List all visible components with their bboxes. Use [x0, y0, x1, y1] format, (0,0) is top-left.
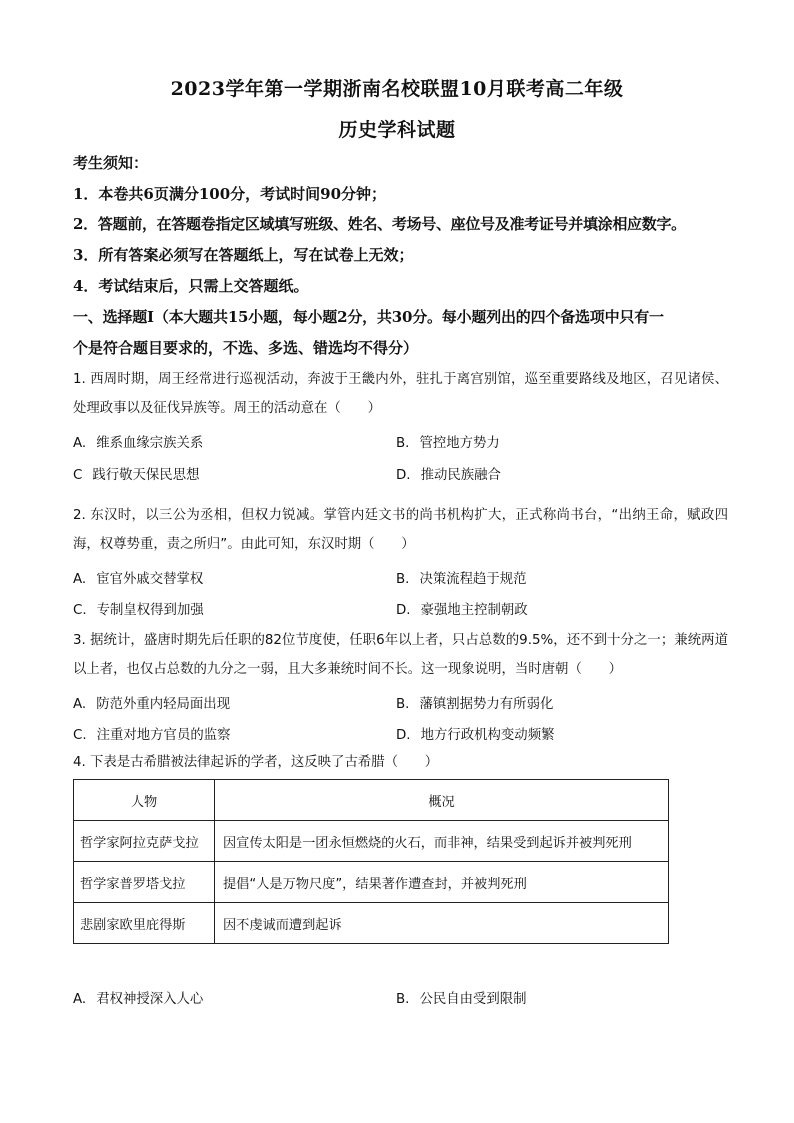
option-text: 豪强地主控制朝政: [420, 603, 528, 618]
exam-title: 2023学年第一学期浙南名校联盟10月联考高二年级: [170, 78, 624, 100]
option-letter: D.: [396, 728, 411, 743]
option-letter: B.: [396, 436, 410, 451]
option-letter: A.: [73, 992, 87, 1007]
question-1-option-b[interactable]: [396, 432, 500, 451]
table-cell-summary: 因不虔诚而遭到起诉: [215, 903, 669, 944]
option-letter: B.: [396, 697, 410, 712]
notice-item: 4．考试结束后，只需上交答题纸。: [73, 277, 309, 295]
option-letter: C.: [73, 728, 87, 743]
option-letter: C.: [73, 603, 87, 618]
option-text: 注重对地方官员的监察: [96, 728, 231, 743]
option-text: 专制皇权得到加强: [96, 603, 204, 618]
question-3-option-c[interactable]: [73, 724, 231, 743]
notice-item: 1．本卷共6页满分100分，考试时间90分钟；: [73, 185, 387, 203]
table-cell-person: 哲学家阿拉克萨戈拉: [74, 821, 215, 862]
option-text: 践行敬天保民思想: [92, 468, 200, 483]
option-text: 宦官外戚交替掌权: [96, 572, 204, 587]
option-letter: B.: [396, 572, 410, 587]
option-text: 君权神授深入人心: [96, 992, 204, 1007]
option-letter: A.: [73, 572, 87, 587]
option-text: 维系血缘宗族关系: [96, 436, 204, 451]
table-header-cell: 概况: [215, 780, 669, 821]
table-row: [74, 862, 669, 903]
option-text: 管控地方势力: [419, 436, 500, 451]
subject-title: 历史学科试题: [338, 119, 456, 141]
notice-heading: 考生须知：: [73, 154, 149, 172]
option-text: 地方行政机构变动频繁: [420, 728, 555, 743]
section-heading-cont: 个是符合题目要求的，不选、多选、错选均不得分）: [73, 339, 419, 357]
question-3-option-a[interactable]: [73, 693, 230, 712]
table-row: [74, 903, 669, 944]
table-header-row: [74, 780, 669, 821]
option-text: 公民自由受到限制: [419, 992, 527, 1007]
notice-item: 3．所有答案必须写在答题纸上，写在试卷上无效；: [73, 246, 414, 264]
question-2-option-b[interactable]: [396, 568, 527, 587]
question-4-text: 4. 下表是古希腊被法律起诉的学者，这反映了古希腊（ ）: [73, 755, 439, 770]
option-text: 藩镇割据势力有所弱化: [419, 697, 554, 712]
table-cell-person: 悲剧家欧里庇得斯: [74, 903, 215, 944]
question-3-option-d[interactable]: [396, 724, 554, 743]
option-text: 决策流程趋于规范: [419, 572, 527, 587]
option-letter: A.: [73, 697, 87, 712]
option-letter: A.: [73, 436, 87, 451]
option-letter: B.: [396, 992, 410, 1007]
question-2-option-d[interactable]: [396, 599, 528, 618]
question-2-text: 2. 东汉时，以三公为丞相，但权力锐减。掌管内廷文书的尚书机构扩大，正式称尚书台，“出纳王命，赋政四海，权尊势重，责之所归”。由此可知，东汉时期（ ）: [73, 508, 728, 552]
option-letter: D.: [396, 468, 411, 483]
question-1-option-a[interactable]: [73, 432, 203, 451]
table-row: [74, 821, 669, 862]
question-2-option-c[interactable]: [73, 599, 204, 618]
scholars-table: [73, 779, 669, 944]
option-letter: C: [73, 468, 83, 483]
question-1-option-c[interactable]: [73, 464, 199, 483]
question-3-text: 3. 据统计，盛唐时期先后任职的82位节度使，任职6年以上者，只占总数的9.5%，还不到十分之一；兼统两道以上者，也仅占总数的九分之一弱，且大多兼统时间不长。这一现象说明，当时唐朝（ ）: [73, 633, 728, 677]
table-header-cell: 人物: [74, 780, 215, 821]
question-1-option-d[interactable]: [396, 464, 501, 483]
question-1-text: 1. 西周时期，周王经常进行巡视活动，奔波于王畿内外，驻扎于离宫别馆，巡至重要路线及地区，召见诸侯、处理政事以及征伐异族等。周王的活动意在（ ）: [73, 372, 728, 416]
option-text: 防范外重内轻局面出现: [96, 697, 231, 712]
option-text: 推动民族融合: [420, 468, 501, 483]
table-cell-summary: 提倡“人是万物尺度”，结果著作遭查封，并被判死刑: [215, 862, 669, 903]
notice-item: 2．答题前，在答题卷指定区域填写班级、姓名、考场号、座位号及准考证号并填涂相应数字。: [73, 215, 686, 233]
option-letter: D.: [396, 603, 411, 618]
question-2-option-a[interactable]: [73, 568, 203, 587]
question-4-option-a[interactable]: [73, 988, 203, 1007]
table-cell-person: 哲学家普罗塔戈拉: [74, 862, 215, 903]
question-4-option-b[interactable]: [396, 988, 527, 1007]
question-3-option-b[interactable]: [396, 693, 553, 712]
section-heading: 一、选择题Ⅰ（本大题共15小题，每小题2分，共30分。每小题列出的四个备选项中只有一: [73, 308, 664, 326]
table-cell-summary: 因宣传太阳是一团永恒燃烧的火石，而非神，结果受到起诉并被判死刑: [215, 821, 669, 862]
